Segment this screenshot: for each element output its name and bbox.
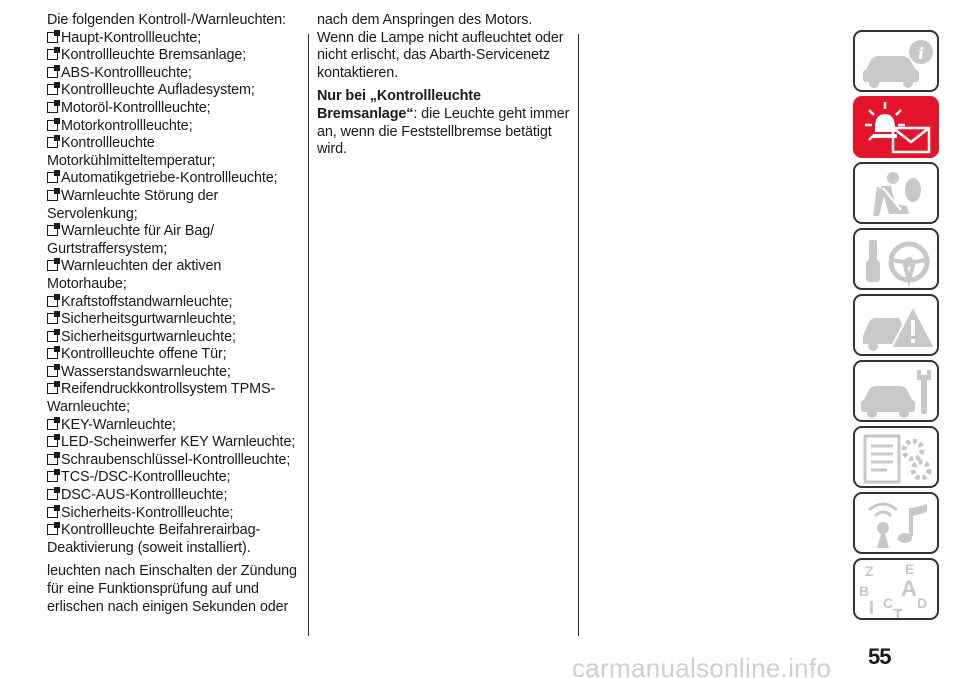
lamp-symbol-icon bbox=[47, 49, 58, 60]
lamp-symbol-icon bbox=[47, 348, 58, 359]
column-divider-left bbox=[308, 34, 309, 636]
lamp-symbol-icon bbox=[47, 260, 58, 271]
lamp-list-item bbox=[47, 47, 303, 65]
lamp-label: Automatikgetriebe-Kontrollleuchte; bbox=[61, 170, 278, 187]
lamp-label: Kontrollleuchte Beifahrerairbag-Deaktivierung (soweit installiert). bbox=[47, 522, 261, 556]
index-letter: E bbox=[905, 561, 915, 577]
lamp-list-item bbox=[47, 381, 303, 416]
lamp-symbol-icon bbox=[47, 120, 58, 131]
lamp-list-item bbox=[47, 258, 303, 293]
tab-index[interactable] bbox=[853, 558, 939, 620]
tab-warning-lights[interactable] bbox=[853, 96, 939, 158]
intro-text: Die folgenden Kontroll-/Warnleuchten: bbox=[47, 12, 286, 28]
lamp-label: DSC-AUS-Kontrollleuchte; bbox=[61, 487, 228, 504]
lamp-list-item bbox=[47, 188, 303, 223]
brake-note-heading: Nur bei „Kontrollleuchte Bremsanlage“ bbox=[317, 88, 481, 122]
tab-car-info[interactable] bbox=[853, 30, 939, 92]
lamp-label: Kraftstoffstandwarnleuchte; bbox=[61, 293, 233, 310]
lamp-symbol-icon bbox=[47, 137, 58, 148]
lamp-symbol-icon bbox=[47, 436, 58, 447]
lamp-label: Kontrollleuchte Bremsanlage; bbox=[61, 47, 247, 64]
index-letter: T bbox=[893, 607, 903, 622]
lamp-label: Reifendruckkontrollsystem TPMS-Warnleuchte; bbox=[47, 381, 276, 416]
multimedia-icon bbox=[855, 494, 939, 554]
seat-airbag-icon bbox=[855, 164, 939, 224]
lamp-symbol-icon bbox=[47, 366, 58, 377]
lamp-list-item bbox=[47, 417, 303, 435]
lamp-list-item bbox=[47, 100, 303, 118]
lamp-symbol-icon bbox=[47, 84, 58, 95]
lamp-label: Sicherheits-Kontrollleuchte; bbox=[61, 504, 234, 521]
lamp-symbol-icon bbox=[47, 471, 58, 482]
car-accident-warning-icon bbox=[855, 296, 939, 356]
lamp-label: Schraubenschlüssel-Kontrollleuchte; bbox=[61, 451, 291, 468]
lamp-label: Kontrollleuchte Aufladesystem; bbox=[61, 82, 255, 99]
lamp-symbol-icon bbox=[47, 190, 58, 201]
middle-column bbox=[317, 12, 573, 159]
index-letter: C bbox=[883, 595, 894, 611]
lamp-list-item bbox=[47, 135, 303, 170]
lamp-list-item bbox=[47, 311, 303, 329]
lamp-label: Warnleuchte für Air Bag/ Gurtstraffersystem; bbox=[47, 223, 215, 257]
lamp-symbol-icon bbox=[47, 296, 58, 307]
index-letter: D bbox=[917, 595, 928, 611]
brake-note bbox=[317, 88, 573, 158]
lamp-label: Motoröl-Kontrollleuchte; bbox=[61, 99, 211, 116]
lamp-label: Wasserstandswarnleuchte; bbox=[61, 363, 231, 380]
warning-lamp-list bbox=[47, 30, 303, 558]
lamp-label: Warnleuchte Störung der Servolenkung; bbox=[47, 187, 219, 222]
lamp-symbol-icon bbox=[47, 67, 58, 78]
lamp-label: ABS-Kontrollleuchte; bbox=[61, 64, 192, 81]
key-steering-wheel-icon bbox=[855, 230, 939, 290]
index-letter: A bbox=[901, 576, 917, 601]
lamp-list-item bbox=[47, 469, 303, 487]
lamp-list-item bbox=[47, 82, 303, 100]
lamp-symbol-icon bbox=[47, 419, 58, 430]
closing-text: leuchten nach Einschalten der Zündung für eine Funktionsprüfung auf und erlischen nach einigen Sekunden oder bbox=[47, 563, 297, 615]
watermark: carmanualsonline.info bbox=[572, 653, 832, 678]
lamp-label: Kontrollleuchte Motorkühlmitteltemperatur; bbox=[47, 135, 216, 169]
tab-safety[interactable] bbox=[853, 162, 939, 224]
lamp-label: LED-Scheinwerfer KEY Warnleuchte; bbox=[61, 434, 296, 451]
lamp-label: Warnleuchten der aktiven Motorhaube; bbox=[47, 258, 222, 292]
alphabet-index-icon bbox=[855, 560, 939, 620]
lamp-label: Motorkontrollleuchte; bbox=[61, 117, 193, 134]
lamp-symbol-icon bbox=[47, 507, 58, 518]
lamp-list-item bbox=[47, 434, 303, 452]
specs-gears-icon bbox=[855, 428, 939, 488]
lamp-list-item bbox=[47, 522, 303, 557]
lamp-symbol-icon bbox=[47, 32, 58, 43]
lamp-label: Kontrollleuchte offene Tür; bbox=[61, 346, 227, 363]
lamp-symbol-icon bbox=[47, 313, 58, 324]
tab-technical-data[interactable] bbox=[853, 426, 939, 488]
lamp-list-item bbox=[47, 505, 303, 523]
lamp-symbol-icon bbox=[47, 172, 58, 183]
warning-light-icon bbox=[855, 98, 939, 158]
tab-starting-driving[interactable] bbox=[853, 228, 939, 290]
tab-emergency[interactable] bbox=[853, 294, 939, 356]
index-letter: Z bbox=[865, 563, 874, 579]
lamp-symbol-icon bbox=[47, 383, 58, 394]
lamp-list-item bbox=[47, 170, 303, 188]
car-info-icon bbox=[855, 32, 939, 92]
lamp-list-item bbox=[47, 223, 303, 258]
lamp-label: Haupt-Kontrollleuchte; bbox=[61, 29, 202, 46]
index-letter: B bbox=[859, 583, 870, 599]
lamp-list-item bbox=[47, 30, 303, 48]
svg-text:i: i bbox=[918, 44, 925, 63]
tab-multimedia[interactable] bbox=[853, 492, 939, 554]
lamp-label: KEY-Warnleuchte; bbox=[61, 416, 176, 433]
lamp-symbol-icon bbox=[47, 102, 58, 113]
lamp-list-item bbox=[47, 364, 303, 382]
lamp-label: Sicherheitsgurtwarnleuchte; bbox=[61, 328, 236, 345]
continuation-text: nach dem Anspringen des Motors. Wenn die Lampe nicht aufleuchtet oder nicht erlischt, das Abarth-Servicenetz kontaktieren. bbox=[317, 12, 564, 81]
lamp-symbol-icon bbox=[47, 225, 58, 236]
lamp-symbol-icon bbox=[47, 331, 58, 342]
lamp-symbol-icon bbox=[47, 489, 58, 500]
lamp-list-item bbox=[47, 294, 303, 312]
lamp-list-item bbox=[47, 118, 303, 136]
left-column bbox=[47, 12, 303, 616]
lamp-list-item bbox=[47, 487, 303, 505]
lamp-list-item bbox=[47, 65, 303, 83]
chapter-tabs bbox=[853, 30, 939, 624]
brake-note-text: : die Leuchte geht immer an, wenn die Feststellbremse betätigt wird. bbox=[317, 105, 570, 158]
column-divider-right bbox=[578, 34, 579, 636]
lamp-symbol-icon bbox=[47, 524, 58, 535]
tab-maintenance[interactable] bbox=[853, 360, 939, 422]
lamp-list-item bbox=[47, 452, 303, 470]
lamp-label: TCS-/DSC-Kontrollleuchte; bbox=[61, 469, 231, 486]
lamp-list-item bbox=[47, 329, 303, 347]
index-letter: I bbox=[869, 598, 875, 618]
car-wrench-icon bbox=[855, 362, 939, 422]
lamp-symbol-icon bbox=[47, 454, 58, 465]
page-number: 55 bbox=[868, 644, 891, 669]
lamp-list-item bbox=[47, 346, 303, 364]
lamp-label: Sicherheitsgurtwarnleuchte; bbox=[61, 311, 236, 328]
